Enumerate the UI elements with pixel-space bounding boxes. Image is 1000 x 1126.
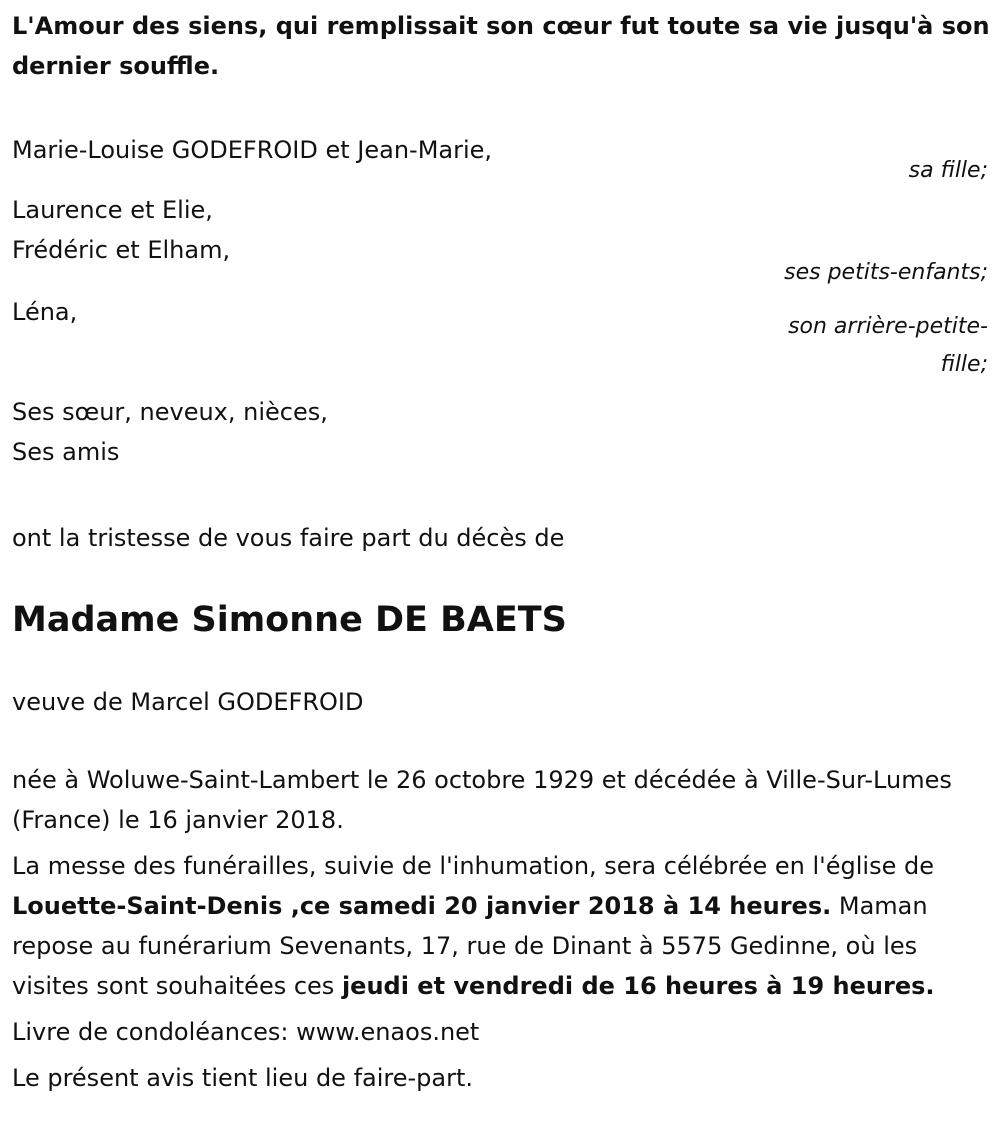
widow-of: veuve de Marcel GODEFROID bbox=[12, 688, 364, 716]
grandchildren-relation: ses petits-enfants; bbox=[784, 260, 988, 285]
condolences-line: Livre de condoléances: www.enaos.net bbox=[12, 1018, 480, 1046]
others-block bbox=[12, 392, 990, 472]
notice-line: Le présent avis tient lieu de faire-part. bbox=[12, 1064, 474, 1092]
announcement: ont la tristesse de vous faire part du décès de bbox=[12, 524, 565, 552]
family-list bbox=[12, 130, 990, 472]
deceased-name: Madame Simonne DE BAETS bbox=[12, 600, 567, 640]
great-grandchild-line: Léna, bbox=[12, 298, 78, 326]
grandchild-line-1: Laurence et Elie, bbox=[12, 196, 213, 224]
funeral-intro: La messe des funérailles, suivie de l'inhumation, sera célébrée en l'église de bbox=[12, 852, 934, 880]
grandchild-line-2: Frédéric et Elham, bbox=[12, 236, 231, 264]
visit-hours: jeudi et vendredi de 16 heures à 19 heures. bbox=[341, 972, 935, 1000]
daughter-relation: sa fille; bbox=[908, 158, 988, 183]
funeral-place-time: Louette-Saint-Denis ,ce samedi 20 janvier 2018 à 14 heures. bbox=[12, 892, 832, 920]
funeral-details bbox=[12, 846, 990, 1006]
friends-line: Ses amis bbox=[12, 438, 120, 466]
siblings-line: Ses sœur, neveux, nièces, bbox=[12, 398, 328, 426]
daughter-line: Marie-Louise GODEFROID et Jean-Marie, bbox=[12, 136, 493, 164]
great-grandchild-relation: son arrière-petite-fille; bbox=[788, 314, 988, 377]
epigraph: L'Amour des siens, qui remplissait son cœur fut toute sa vie jusqu'à son dernier souffle. bbox=[12, 12, 990, 80]
funeral-repose: Maman repose au funérarium Sevenants, 17, rue de Dinant à 5575 Gedinne, où les visites sont souhaitées ces bbox=[12, 892, 928, 1000]
birth-death-details: née à Woluwe-Saint-Lambert le 26 octobre 1929 et décédée à Ville-Sur-Lumes (France) le 16 janvier 2018. bbox=[12, 766, 952, 834]
